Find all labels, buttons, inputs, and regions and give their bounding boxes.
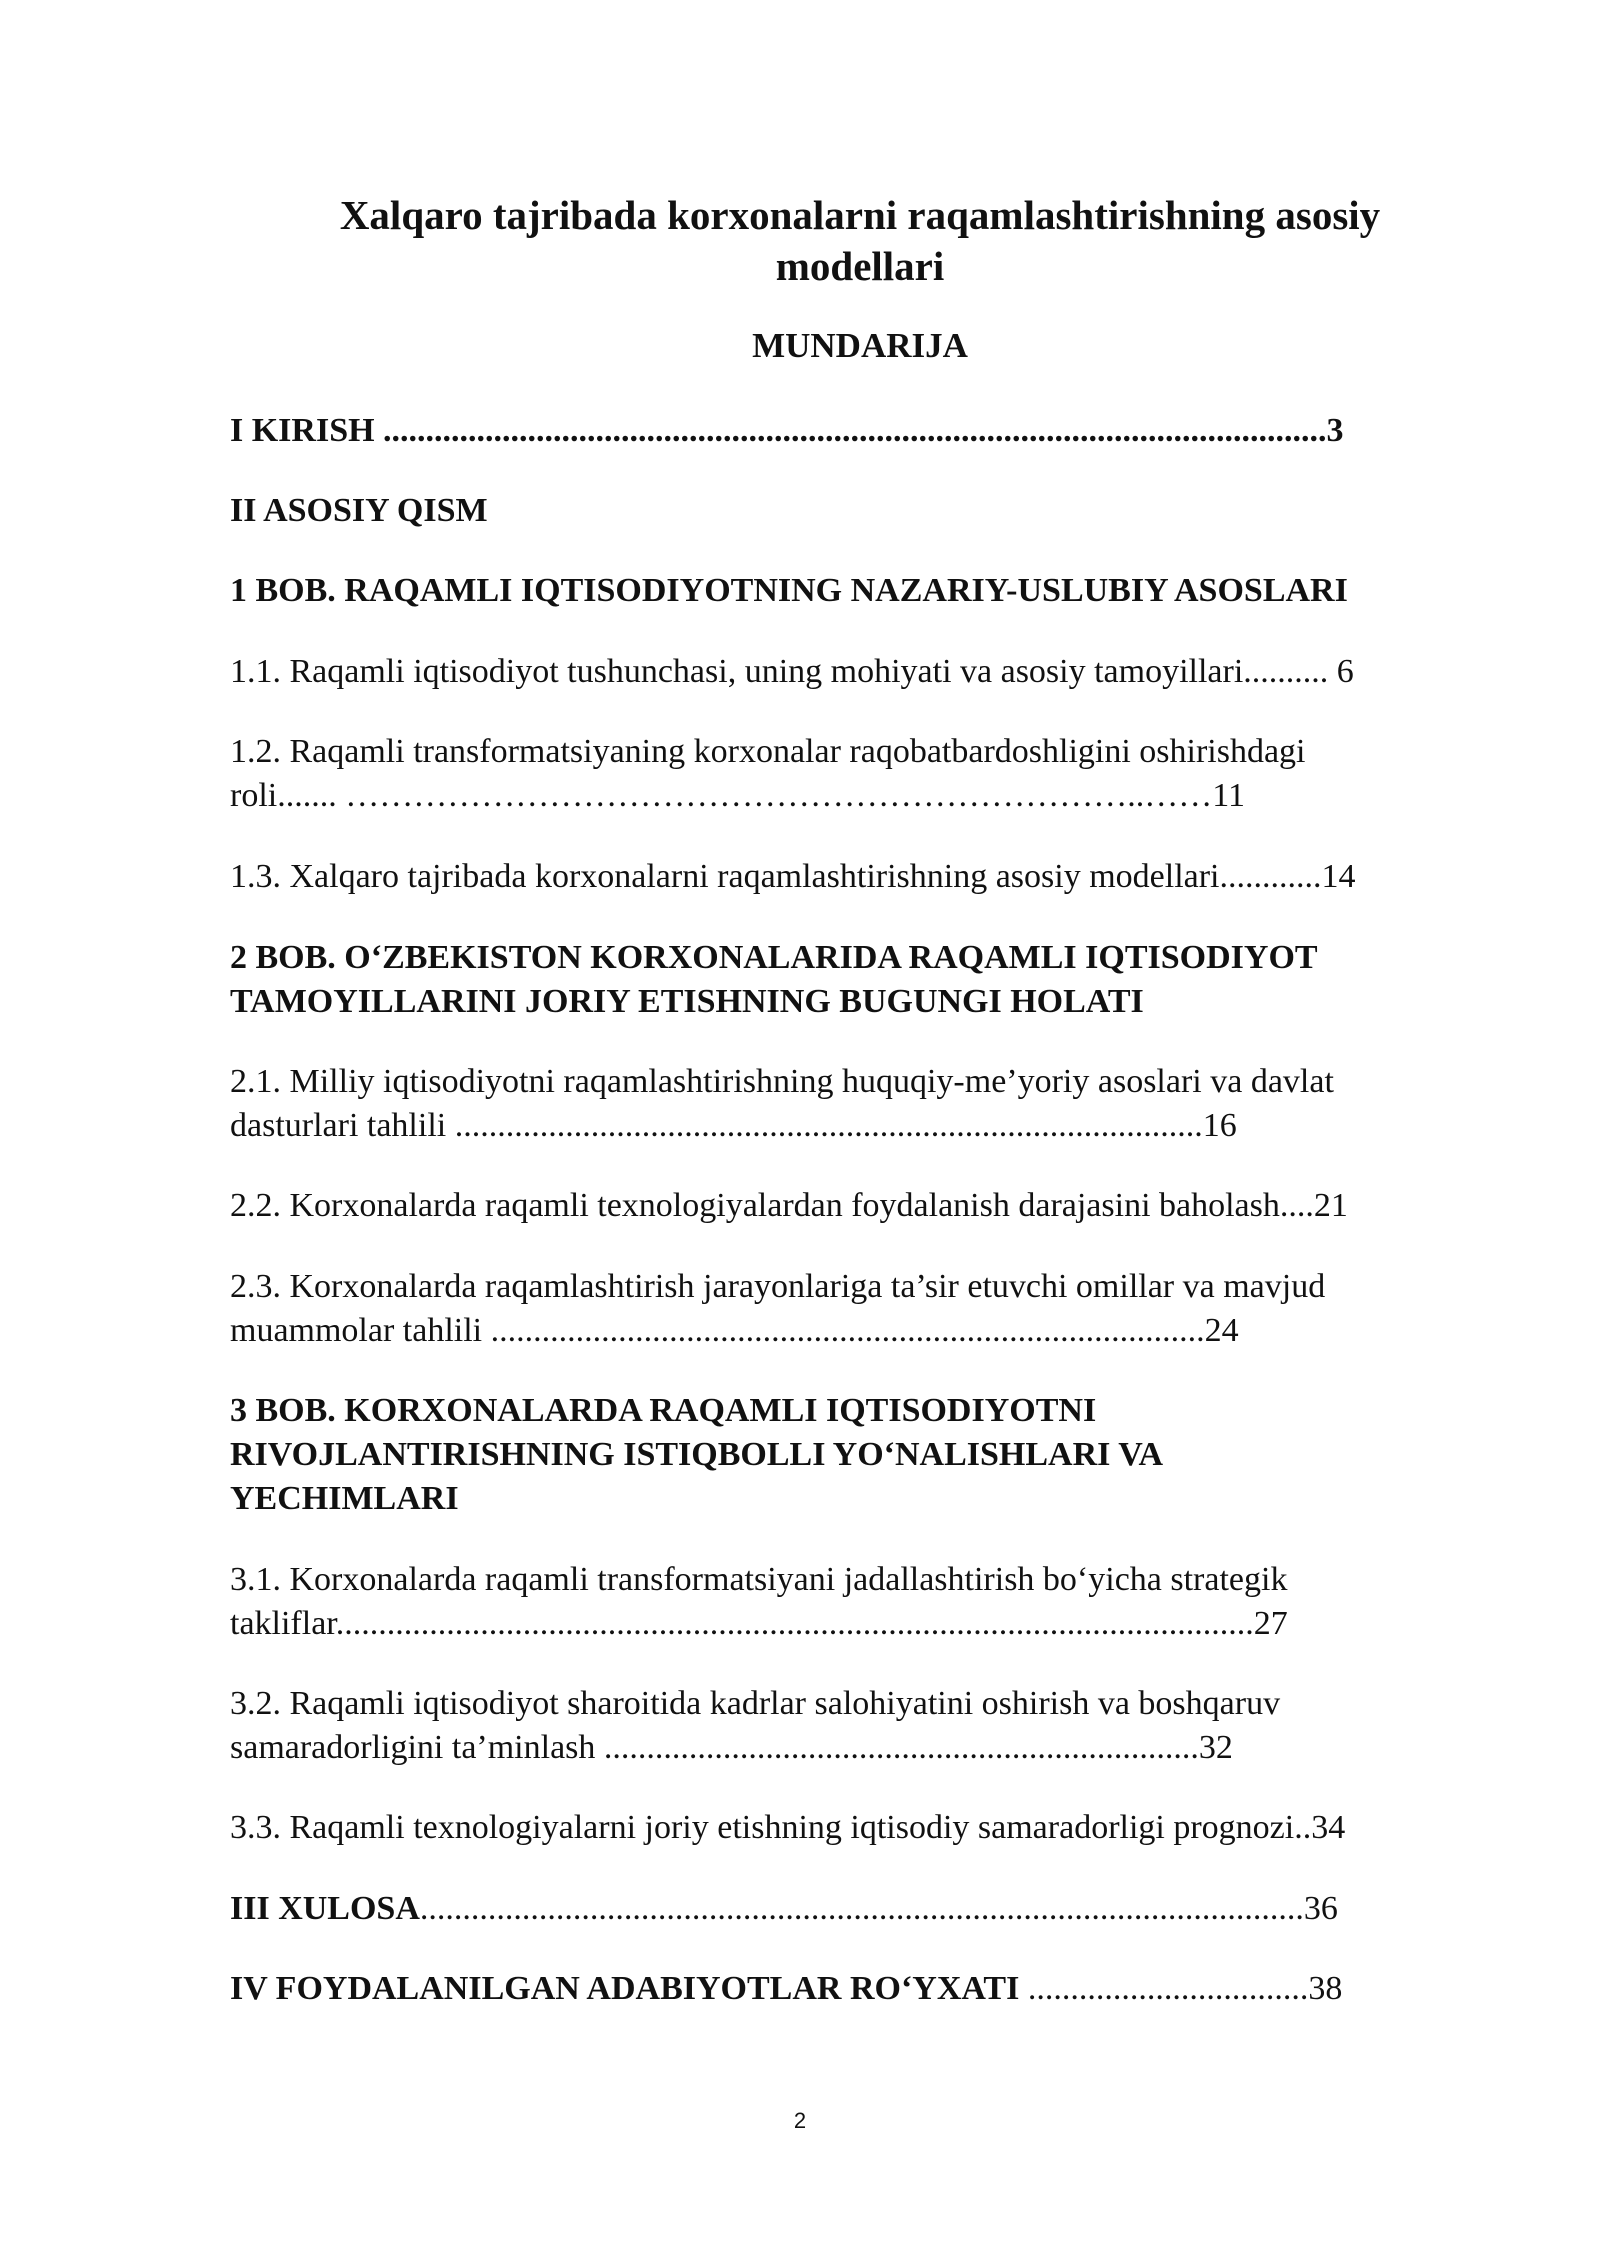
toc-section-3-1: [230, 1558, 1480, 1646]
toc-chapter-2: [230, 936, 1480, 1024]
toc-entry-line-2: muammolar tahlili ....................................................................................24: [230, 1312, 1239, 1349]
toc-entry-line-2: roli....... ……………………………………………………………..……11: [230, 777, 1245, 814]
toc-entry-text: 1.1. Raqamli iqtisodiyot tushunchasi, uning mohiyati va asosiy tamoyillari.......... 6: [230, 653, 1354, 690]
toc-section-1-2: [230, 730, 1480, 818]
toc-entry-line-3: YECHIMLARI: [230, 1480, 459, 1517]
toc-entry-line-2: RIVOJLANTIRISHNING ISTIQBOLLI YO‘NALISHLARI VA: [230, 1436, 1163, 1473]
toc-entry-line-1: 3.1. Korxonalarda raqamli transformatsiyani jadallashtirish bo‘yicha strategik: [230, 1561, 1288, 1598]
toc-entry-kirish: [230, 409, 1480, 453]
toc-entry-leader: ........................................................................................................36: [419, 1890, 1338, 1927]
toc-entry-line-2: samaradorligini ta’minlash ......................................................................32: [230, 1729, 1233, 1766]
toc-section-1-3: [230, 855, 1480, 899]
toc-entry-leader: .................................38: [1019, 1970, 1343, 2007]
toc-entry-line-1: 1.2. Raqamli transformatsiyaning korxonalar raqobatbardoshligini oshirishdagi: [230, 733, 1306, 770]
title-line-1: Xalqaro tajribada korxonalarni raqamlashtirishning asosiy: [339, 192, 1381, 238]
toc-entry-line-2: takliflar............................................................................................................27: [230, 1605, 1288, 1642]
toc-entry-line-1: 2.1. Milliy iqtisodiyotni raqamlashtirishning huquqiy-me’yoriy asoslari va davlat: [230, 1063, 1334, 1100]
toc-entry-line-1: 2 BOB. O‘ZBEKISTON KORXONALARIDA RAQAMLI IQTISODIYOT: [230, 939, 1318, 976]
toc-entry-text: 1 BOB. RAQAMLI IQTISODIYOTNING NAZARIY-USLUBIY ASOSLARI: [230, 572, 1348, 609]
toc-chapter-1: [230, 569, 1480, 613]
toc-entry-line-2: dasturlari tahlili ........................................................................................16: [230, 1107, 1237, 1144]
toc-section-2-3: [230, 1265, 1480, 1353]
document-title: [200, 190, 1520, 292]
toc-section-2-2: [230, 1184, 1480, 1228]
toc-entry-line-1: 3 BOB. KORXONALARDA RAQAMLI IQTISODIYOTNI: [230, 1392, 1097, 1429]
toc-section-3-3: [230, 1806, 1480, 1850]
toc-entry-text: 3.3. Raqamli texnologiyalarni joriy etishning iqtisodiy samaradorligi prognozi..34: [230, 1809, 1346, 1846]
toc-entry-adabiyotlar: [230, 1967, 1480, 2011]
toc-entry-text: 2.2. Korxonalarda raqamli texnologiyalardan foydalanish darajasini baholash....21: [230, 1187, 1348, 1224]
toc-entry-line-2: TAMOYILLARINI JORIY ETISHNING BUGUNGI HOLATI: [230, 983, 1144, 1020]
toc-heading: MUNDARIJA: [752, 326, 968, 365]
toc-entry-xulosa: [230, 1887, 1480, 1931]
toc-entry-line-1: 2.3. Korxonalarda raqamlashtirish jarayonlariga ta’sir etuvchi omillar va mavjud: [230, 1268, 1326, 1305]
toc-section-3-2: [230, 1682, 1480, 1770]
page-number: 2: [793, 2108, 807, 2133]
toc-section-1-1: [230, 650, 1480, 694]
toc-entry-asosiy-qism: [230, 489, 1480, 533]
toc-entry-line-1: 3.2. Raqamli iqtisodiyot sharoitida kadrlar salohiyatini oshirish va boshqaruv: [230, 1685, 1281, 1722]
toc-section-2-1: [230, 1060, 1480, 1148]
title-line-2: modellari: [775, 243, 945, 289]
toc-entry-text: IV FOYDALANILGAN ADABIYOTLAR RO‘YXATI: [230, 1970, 1020, 2007]
toc-entry-text: I KIRISH ...............................................................................................................3: [230, 412, 1344, 449]
toc-chapter-3: [230, 1389, 1480, 1521]
toc-entry-text: III XULOSA: [230, 1890, 420, 1927]
toc-entry-text: II ASOSIY QISM: [230, 492, 488, 529]
toc-entry-text: 1.3. Xalqaro tajribada korxonalarni raqamlashtirishning asosiy modellari............14: [230, 858, 1356, 895]
